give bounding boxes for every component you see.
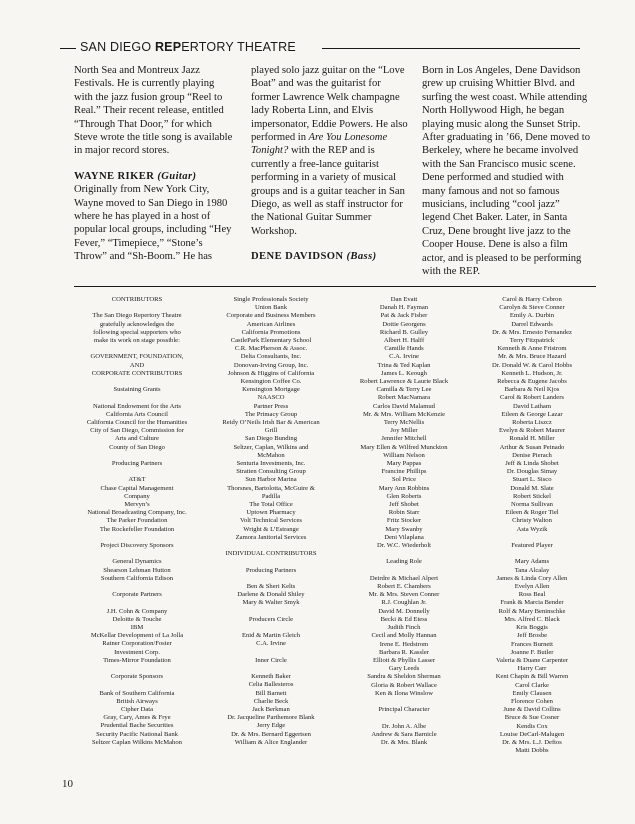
- contributor-line: Southern California Edison: [100, 574, 174, 582]
- contributor-line: gratefully acknowledges the: [99, 320, 175, 328]
- wayne-riker-bio: Originally from New York City, Wayne moved to San Diego in 1980 where he has played in a host of popular local groups, including “Hey Fever,” “Timepiece,” “Stone’s Throw” and “Sh-Boom.” He has: [74, 184, 232, 263]
- contributor-line: Robin Starr: [388, 509, 420, 517]
- contributor-line: The Primacy Group: [244, 410, 298, 418]
- contributor-line: Union Bank: [254, 304, 288, 312]
- dene-davidson-bio-continued: Born in Los Angeles, Dene Davidson grew up cruising Whittier Blvd. and surfing the west coast. While attending North Hollywood High, he began playing music along the Sunset Strip. After graduating in ’66, Dene moved to Berkeley, where he became involved with the San Francisco music scene. Dene performed and studied with many famous and not so famous musicians, including “cool jazz” legend Chet Baker. Later, in Santa Cruz, Dene brought live jazz to the Cooper House. Dene is also a film actor, and is pleased to be performing with the REP.: [422, 65, 590, 278]
- contributor-line: Mary & Walter Smyk: [242, 599, 300, 607]
- list-gap: [208, 558, 334, 566]
- contributor-line: Carol & Robert Landers: [500, 394, 564, 402]
- contributor-line: Barbara R. Kassler: [379, 648, 429, 656]
- contributor-line: IBM: [130, 623, 144, 631]
- contributor-line: Dr. Douglas Simay: [506, 468, 558, 476]
- list-gap: [340, 714, 468, 722]
- list-gap: [208, 624, 334, 632]
- list-gap: [74, 304, 200, 312]
- contributor-line: Corporate and Business Members: [226, 312, 316, 320]
- contributor-line: Mr. & Mrs. William McKenzie: [362, 410, 446, 418]
- contributor-line: Mary Ann Robbins: [378, 484, 430, 492]
- contributor-line: Dr. Donald W. & Carol Hobbs: [491, 361, 573, 369]
- contributor-line: McKellar Development of La Jolla: [90, 632, 184, 640]
- list-gap: [208, 575, 334, 583]
- contributor-line: Arts and Culture: [115, 435, 159, 443]
- contributor-line: Zamora Janitorial Services: [235, 533, 307, 541]
- dene-davidson-heading: DENE DAVIDSON (Bass): [251, 251, 377, 263]
- contributor-line: Florence Cohen: [511, 697, 553, 705]
- contributor-line: British Airways: [116, 697, 158, 705]
- contributor-line: American Airlines: [246, 320, 296, 328]
- contributor-line: Times-Mirror Foundation: [103, 656, 171, 664]
- contributor-line: Francine Phillips: [381, 468, 427, 476]
- contributor-line: William & Alice Englander: [234, 738, 308, 746]
- contributor-line: Uptown Pharmacy: [246, 509, 296, 517]
- page-header: [60, 40, 580, 56]
- contributor-line: C.A. Irvine: [389, 353, 419, 361]
- contributor-line: Jeff & Linda Shobet: [505, 460, 559, 468]
- header-title: SAN DIEGO REPERTORY THEATRE: [80, 40, 296, 54]
- list-gap: [208, 608, 334, 616]
- contributor-line: Richard B. Gulley: [379, 328, 429, 336]
- contributor-line: Johnson & Higgins of California: [227, 369, 315, 377]
- contributor-line: Producing Partners: [111, 459, 163, 467]
- contributor-line: Louise DeCarl-Malugen: [499, 730, 565, 738]
- contributor-line: Mary Ellen & Wilfred Munckton: [360, 443, 448, 451]
- contributor-line: Kenneth & Anne Fristrom: [497, 345, 567, 353]
- list-gap: [340, 698, 468, 706]
- contributor-line: Evelyn & Robert Maurer: [498, 427, 566, 435]
- contributor-line: The Total Office: [249, 501, 293, 509]
- contributor-line: Judith Finch: [387, 624, 421, 632]
- contributor-line: Robert MacNamara: [377, 394, 431, 402]
- list-gap: [74, 345, 200, 353]
- contributor-line: General Dynamics: [112, 558, 162, 566]
- contributor-line: Harry Carr: [517, 665, 547, 673]
- contributor-line: Celia Ballesteros: [248, 681, 294, 689]
- contributor-line: Mr. & Mrs. Bruce Hazard: [497, 353, 567, 361]
- contributor-line: Valeria & Duane Carpenter: [496, 656, 568, 664]
- contributor-line: Partner Press: [253, 402, 289, 410]
- contributor-line: Leading Role: [386, 558, 422, 566]
- contributor-line: James L. Keough: [381, 369, 427, 377]
- list-gap: [208, 665, 334, 673]
- contributor-line: Dr. W.C. Wiederholt: [376, 542, 431, 550]
- contributor-line: C.R. MacPherson & Assoc.: [234, 345, 308, 353]
- contributors-column-3: [340, 296, 468, 747]
- list-gap: [74, 378, 200, 386]
- contributor-line: Arthur & Susan Peinado: [499, 443, 565, 451]
- contributor-line: Senturia Investments, Inc.: [236, 460, 306, 468]
- contributor-line: Denise Pierach: [512, 451, 552, 459]
- contributor-line: GOVERNMENT, FOUNDATION,: [90, 353, 184, 361]
- contributor-line: Evelyn Allen: [514, 583, 550, 591]
- list-gap: [74, 534, 200, 542]
- list-gap: [340, 550, 468, 558]
- wayne-riker-heading: WAYNE RIKER (Guitar): [74, 170, 197, 182]
- contributor-line: Corporate Sponsors: [110, 673, 164, 681]
- list-gap: [74, 468, 200, 476]
- contributor-line: Producers Circle: [248, 615, 294, 623]
- contributor-line: Dottie Georgens: [382, 320, 426, 328]
- contributor-line: Donald M. Slate: [510, 484, 554, 492]
- contributor-line: J.H. Cohn & Company: [106, 607, 168, 615]
- contributor-line: Kensington Coffee Co.: [240, 378, 302, 386]
- contributor-line: Matti Dobbs: [515, 747, 549, 755]
- contributor-line: The San Diego Repertory Theatre: [92, 312, 182, 320]
- contributor-line: David Latham: [513, 402, 551, 410]
- contributor-line: Roberta Liszcz: [512, 419, 552, 427]
- contributor-line: Sun Harbor Marina: [245, 476, 297, 484]
- contributor-line: Barbara & Neil Kjos: [504, 386, 560, 394]
- bio-column-1: [74, 64, 234, 264]
- contributor-line: Jack Berkman: [252, 706, 290, 714]
- contributor-line: Pat & Jack Fisher: [380, 312, 428, 320]
- contributor-line: Glen Roberts: [386, 492, 422, 500]
- contributor-line: Joy Miller: [390, 427, 418, 435]
- contributor-line: Carlos David Malamud: [373, 402, 435, 410]
- list-gap: [74, 583, 200, 591]
- contributor-line: Andrew & Sara Barnicle: [371, 730, 437, 738]
- contributors-column-1: [74, 296, 200, 747]
- contributor-line: Jeff Brosbe: [516, 632, 548, 640]
- contributors-column-2: [208, 296, 334, 747]
- contributor-line: Deloitte & Touche: [112, 615, 162, 623]
- contributor-line: Dan Evatt: [390, 296, 418, 303]
- contributor-line: Terry McNellis: [383, 419, 425, 427]
- contributor-line: Frank & Marcia Bender: [500, 599, 564, 607]
- contributor-line: Gloria & Robert Wallace: [371, 681, 437, 689]
- contributor-line: Principal Character: [378, 706, 430, 714]
- contributor-line: Delta Consultants, Inc.: [240, 353, 302, 361]
- contributor-line: Padilla: [261, 492, 281, 500]
- contributor-line: Security Pacific National Bank: [96, 730, 178, 738]
- list-gap: [470, 534, 594, 542]
- contributor-line: Mr. & Mrs. Steven Conner: [368, 591, 440, 599]
- contributors-column-4: [470, 296, 594, 755]
- contributor-line: Producing Partners: [245, 566, 297, 574]
- contributor-line: Mary Swanby: [385, 525, 423, 533]
- contributor-line: C.A. Irvine: [256, 640, 286, 648]
- contributor-line: Carol Clarke: [515, 681, 549, 689]
- contributor-line: Donovan-Irving Group, Inc.: [233, 361, 309, 369]
- contributor-line: Darrel Edwards: [511, 320, 553, 328]
- contributor-line: Mervyn’s: [124, 500, 150, 508]
- contributor-line: CONTRIBUTORS: [111, 296, 163, 303]
- contributor-line: Christy Walton: [512, 517, 552, 525]
- contributor-line: Mary Pappas: [386, 460, 422, 468]
- list-gap: [74, 681, 200, 689]
- contributor-line: The Parker Foundation: [106, 517, 168, 525]
- contributor-line: Kenneth L. Hudson, Jr.: [501, 369, 563, 377]
- contributor-line: Bank of Southern California: [99, 689, 175, 697]
- list-gap: [208, 542, 334, 550]
- contributor-line: County of San Diego: [109, 443, 165, 451]
- contributor-line: McMahon: [257, 451, 285, 459]
- contributor-line: Single Professionals Society: [233, 296, 309, 303]
- contributor-line: Kensington Mortgage: [242, 386, 300, 394]
- contributor-line: R.J. Coughlan Jr.: [381, 599, 427, 607]
- contributor-line: Volt Technical Services: [240, 517, 302, 525]
- contributor-line: Dr. & Mrs. Blank: [380, 738, 428, 746]
- contributor-line: Grill: [264, 427, 278, 435]
- contributor-line: Inner Circle: [255, 656, 287, 664]
- contributor-line: Robert Lawrence & Laurie Black: [359, 378, 449, 386]
- contributor-line: City of San Diego, Commission for: [90, 427, 184, 435]
- contributor-line: CastlePark Elementary School: [230, 337, 312, 345]
- contributor-line: National Endowment for the Arts: [93, 402, 181, 410]
- contributor-line: make its work on stage possible:: [94, 337, 180, 344]
- contributor-line: Stratten Consulting Group: [236, 468, 306, 476]
- list-gap: [470, 550, 594, 558]
- contributor-line: California Council for the Humanities: [86, 418, 188, 426]
- contributor-line: The Rockefeller Foundation: [99, 525, 175, 533]
- contributor-line: Reidy O’Neils Irish Bar & American: [222, 419, 320, 427]
- contributor-line: California Promotions: [241, 328, 301, 336]
- contributor-line: James & Linda Cory Allen: [496, 574, 568, 582]
- contributor-line: Ben & Sheri Kelts: [246, 583, 296, 591]
- contributor-line: Elliott & Phyllis Lasser: [372, 656, 436, 664]
- contributor-line: Sandra & Sheldon Sherman: [367, 673, 441, 681]
- contributor-line: Bruce & Sue Cosner: [504, 714, 560, 722]
- list-gap: [340, 567, 468, 575]
- contributor-line: Bill Barnett: [255, 689, 287, 697]
- contributor-line: Joanne F. Butler: [510, 648, 554, 656]
- contributor-line: Company: [124, 492, 150, 500]
- contributor-line: Sol Price: [392, 476, 416, 484]
- contributor-line: Ross Beal: [518, 591, 546, 599]
- contributor-line: Trina & Ted Kaplan: [377, 361, 431, 369]
- contributor-line: Seltzer Caplan Wilkins McMahon: [92, 738, 182, 746]
- contributor-line: Chase Capital Management: [100, 484, 174, 492]
- list-gap: [74, 452, 200, 460]
- contributor-line: Project Discovery Sponsors: [100, 541, 174, 549]
- list-gap: [208, 649, 334, 657]
- contributor-line: Dr. & Mrs. Bernard Eggertsen: [231, 730, 311, 738]
- contributor-line: Darlene & Donald Shiley: [237, 591, 305, 599]
- contributor-line: Norma Sullivan: [511, 501, 553, 509]
- contributor-line: Robert Stickel: [513, 492, 551, 500]
- contributor-line: CORPORATE CONTRIBUTORS: [91, 369, 183, 377]
- contributor-line: Seltzer, Caplan, Wilkins and: [233, 443, 309, 451]
- contributor-line: Danah H. Fayman: [379, 304, 429, 312]
- contributor-line: National Broadcasting Company, Inc.: [87, 509, 187, 517]
- contributor-line: Dr. & Mrs. L.J. Deftos: [502, 738, 562, 746]
- contributor-line: Irene E. Hedstrom: [379, 640, 429, 648]
- bio-column-3: [422, 64, 590, 279]
- contributor-line: following special supporters who: [93, 328, 181, 336]
- contributor-line: AT&T: [128, 476, 146, 484]
- contributor-line: Deirdre & Michael Alpert: [369, 574, 439, 582]
- contributor-line: Prudential Bache Securities: [100, 722, 174, 730]
- contributor-line: Ken & Ilona Winslow: [374, 689, 434, 697]
- contributor-line: Eileen & George Lazar: [501, 410, 563, 418]
- contributor-line: Thorsnes, Bartolotta, McGuire &: [227, 484, 315, 492]
- contributor-line: California Arts Council: [106, 410, 168, 418]
- contributor-line: Mrs. Alfred C. Black: [504, 615, 560, 623]
- list-gap: [74, 394, 200, 402]
- list-gap: [74, 550, 200, 558]
- header-rule-right: [322, 48, 580, 49]
- contributor-line: Kent Chapin & Bill Warren: [495, 673, 569, 681]
- contributor-line: Frances Burnett: [511, 640, 553, 648]
- contributor-line: Dr. John A. Albe: [381, 722, 427, 730]
- contributor-line: Investment Corp.: [114, 648, 160, 656]
- header-rule-left: [60, 48, 76, 49]
- contributor-line: Gray, Cary, Ames & Frye: [103, 714, 171, 722]
- contributor-line: Corporate Partners: [112, 591, 162, 599]
- contributor-line: Kris Boggis: [516, 624, 548, 632]
- contributor-line: Stuart L. Sisco: [512, 476, 552, 484]
- contributor-line: Asta Wyzik: [516, 525, 548, 533]
- contributor-line: Cipher Data: [120, 705, 154, 713]
- contributor-line: San Diego Bunding: [244, 435, 298, 443]
- section-divider: [74, 286, 596, 287]
- contributor-line: Kendis Cox: [516, 722, 548, 730]
- contributor-line: Gary Leeds: [388, 665, 420, 673]
- contributor-line: Rolf & Mary Beninschke: [498, 607, 566, 615]
- contributor-line: Jerry Edge: [256, 722, 286, 730]
- page-number: 10: [62, 778, 73, 790]
- contributor-line: Charlie Beck: [253, 697, 289, 705]
- contributor-line: Featured Player: [511, 542, 553, 550]
- contributor-line: William Nelson: [383, 451, 425, 459]
- wayne-riker-bio-continued: played solo jazz guitar on the “Love Boat” and was the guitarist for former Lawrence Welk champagne lady Roberta Linn, and Elvis impersonator, Eddie Powers. He also performed in Are You Lonesome Tonight? with the REP and is currently a free-lance guitarist performing in a variety of musical groups and is a guitar teacher in San Diego, as well as staff instructor for the National Guitar Summer Workshop.: [251, 65, 408, 237]
- contributor-line: Fritz Stocker: [386, 517, 422, 525]
- contributor-line: Enid & Martin Gleich: [241, 632, 301, 640]
- contributor-line: Jeff Shobet: [389, 501, 419, 509]
- contributor-line: Tana Alcalay: [514, 566, 550, 574]
- bio-column-2: [251, 64, 411, 264]
- contributor-line: Shearson Lehman Hutton: [103, 566, 171, 574]
- contributor-line: Kenneth Baker: [251, 673, 291, 681]
- contributor-line: Sustaining Grants: [113, 386, 161, 394]
- contributor-line: AND: [129, 361, 145, 369]
- contributor-line: Emily A. Durbin: [509, 312, 555, 320]
- contributor-line: Eileen & Roger Tiel: [505, 509, 559, 517]
- contributor-line: Dr. & Mrs. Ernesto Fernandez: [492, 328, 572, 336]
- contributor-line: Ronald H. Miller: [509, 435, 555, 443]
- contributor-line: Mary Adams: [514, 558, 550, 566]
- contributor-line: Cecil and Molly Hannan: [371, 632, 437, 640]
- contributor-line: Becki & Ed Etess: [380, 615, 428, 623]
- contributor-line: Camilla & Terry Lee: [376, 386, 432, 394]
- contributor-line: Albert H. Halff: [383, 337, 425, 345]
- contributor-line: Terry Fitzpatrick: [509, 337, 555, 345]
- contributor-line: NAASCO: [257, 394, 285, 402]
- list-gap: [74, 599, 200, 607]
- contributor-line: Robert E. Chambers: [377, 583, 431, 591]
- contributor-line: Emily Clausen: [512, 689, 552, 697]
- contributor-line: Carol & Harry Cebron: [502, 296, 562, 303]
- contributor-line: Carolyn & Steve Conner: [499, 304, 565, 312]
- contributor-line: David M. Donnelly: [378, 607, 430, 615]
- contributor-line: Rebecca & Eugene Jacobs: [497, 378, 567, 386]
- list-gap: [74, 665, 200, 673]
- contributor-line: June & David Collins: [503, 706, 561, 714]
- contributor-line: Dr. Jacqueline Parthemore Blank: [227, 714, 315, 722]
- contributor-line: Camille Hands: [384, 345, 424, 353]
- contributor-line: Deni Vilaplana: [384, 533, 424, 541]
- bio-intro-text: North Sea and Montreux Jazz Festivals. He is currently playing with the jazz fusion group “Reel to Real.” Their recent release, entitled “Through That Door,” for which Steve wrote the title song is available in major record stores.: [74, 65, 233, 157]
- contributor-line: Wright & L’Estrange: [243, 525, 299, 533]
- contributor-line: INDIVIDUAL CONTRIBUTORS: [225, 550, 317, 558]
- contributor-line: Ratner Corporation/Foster: [102, 640, 172, 648]
- contributor-line: Jennifer Mitchell: [381, 435, 427, 443]
